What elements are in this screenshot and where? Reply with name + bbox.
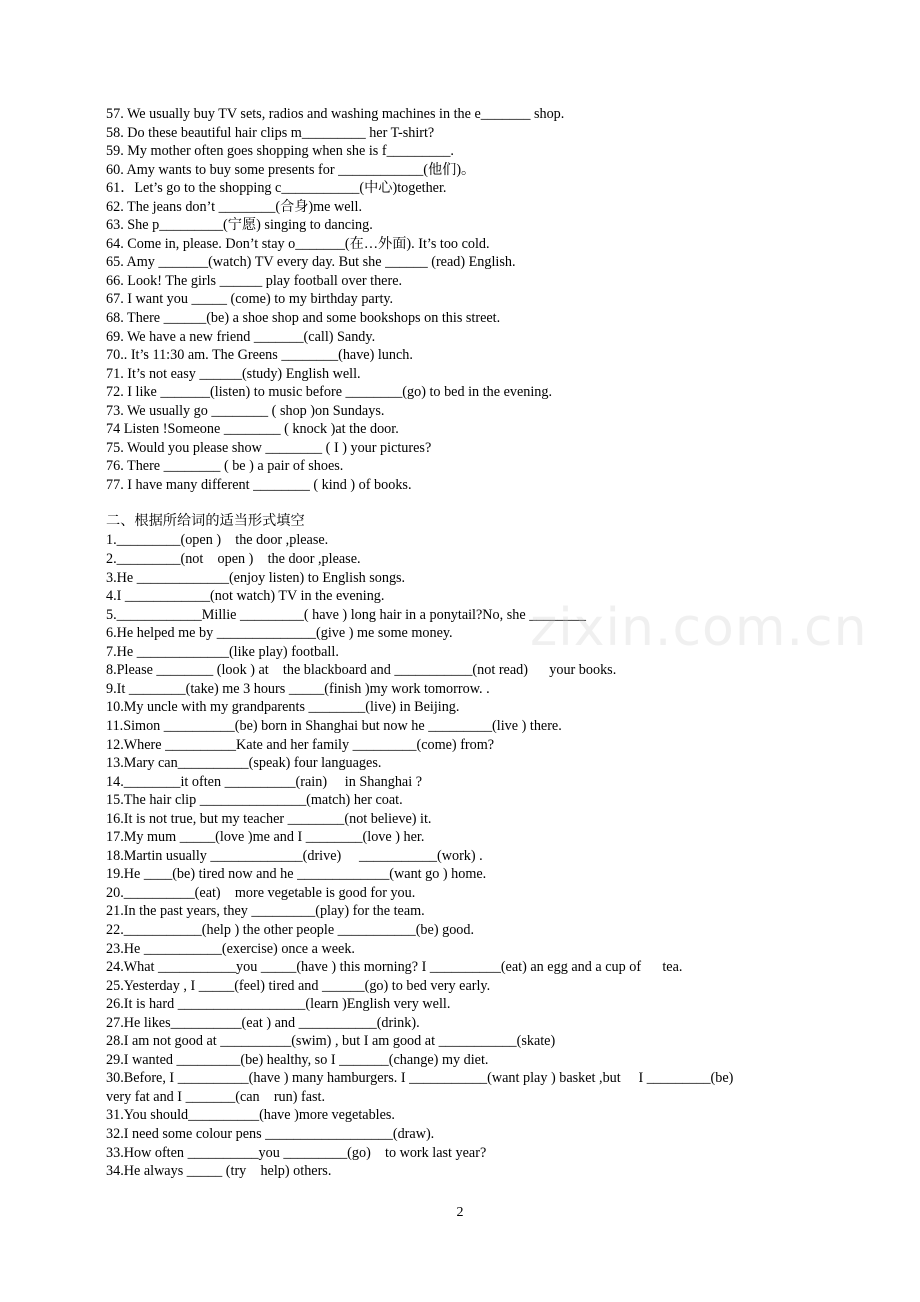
exercise-line: 18.Martin usually _____________(drive) ___________(work) .: [106, 847, 483, 864]
exercise-line: 7.He _____________(like play) football.: [106, 643, 339, 660]
watermark: zixin.com.cn: [530, 598, 868, 658]
section-heading: 二、根据所给词的适当形式填空: [106, 513, 305, 530]
exercise-line: 6.He helped me by ______________(give ) me some money.: [106, 625, 453, 642]
exercise-line: 17.My mum _____(love )me and I ________(love ) her.: [106, 829, 425, 846]
exercise-line: 68. There ______(be) a shoe shop and some bookshops on this street.: [106, 310, 501, 327]
exercise-line: 61．Let’s go to the shopping c___________(中心)together.: [106, 180, 447, 197]
exercise-line: 72. I like _______(listen) to music before ________(go) to bed in the evening.: [106, 384, 553, 401]
exercise-line: 14.________it often __________(rain) in Shanghai ?: [106, 773, 423, 790]
exercise-line: 13.Mary can__________(speak) four languages.: [106, 755, 382, 772]
exercise-line: 8.Please ________ (look ) at the blackboard and ___________(not read) your books.: [106, 662, 617, 679]
exercise-section-1: [106, 105, 826, 494]
exercise-line: 25.Yesterday , I _____(feel) tired and ______(go) to bed very early.: [106, 977, 491, 994]
exercise-line: 5.____________Millie _________( have ) long hair in a ponytail?No, she ________: [106, 606, 586, 623]
exercise-line: 31.You should__________(have )more vegetables.: [106, 1107, 395, 1124]
exercise-line: 57. We usually buy TV sets, radios and washing machines in the e_______ shop.: [106, 106, 565, 122]
exercise-line: 21.In the past years, they _________(play) for the team.: [106, 903, 425, 920]
exercise-line: 16.It is not true, but my teacher ________(not believe) it.: [106, 810, 432, 827]
exercise-line: 63. She p_________(宁愿) singing to dancing.: [106, 217, 373, 234]
exercise-line: 33.How often __________you _________(go) to work last year?: [106, 1144, 487, 1161]
exercise-line: 10.My uncle with my grandparents ________(live) in Beijing.: [106, 699, 460, 716]
exercise-line: 60. Amy wants to buy some presents for ____________(他们)。: [106, 161, 476, 178]
exercise-line: 9.It ________(take) me 3 hours _____(finish )my work tomorrow. .: [106, 680, 490, 697]
exercise-line: 66. Look! The girls ______ play football over there.: [106, 272, 403, 289]
exercise-line: 2._________(not open ) the door ,please.: [106, 551, 361, 568]
exercise-line: 67. I want you _____ (come) to my birthday party.: [106, 291, 394, 308]
exercise-line: 22.___________(help ) the other people ___________(be) good.: [106, 921, 475, 938]
exercise-line: 58. Do these beautiful hair clips m_________ her T-shirt?: [106, 124, 435, 141]
exercise-line: 24.What ___________you _____(have ) this morning? I __________(eat) an egg and a cup of tea.: [106, 959, 683, 976]
exercise-line: 75. Would you please show ________ ( I ) your pictures?: [106, 439, 432, 456]
exercise-line: 19.He ____(be) tired now and he _____________(want go ) home.: [106, 866, 487, 883]
exercise-line: 76. There ________ ( be ) a pair of shoes.: [106, 458, 344, 475]
exercise-line: 69. We have a new friend _______(call) Sandy.: [106, 328, 376, 345]
exercise-line: 29.I wanted _________(be) healthy, so I _______(change) my diet.: [106, 1051, 489, 1068]
exercise-line: 71. It’s not easy ______(study) English well.: [106, 365, 361, 382]
exercise-line: 34.He always _____ (try help) others.: [106, 1163, 332, 1180]
exercise-line: 12.Where __________Kate and her family _________(come) from?: [106, 736, 495, 753]
exercise-line: 59. My mother often goes shopping when she is f_________.: [106, 143, 454, 160]
exercise-line: 28.I am not good at __________(swim) , but I am good at ___________(skate): [106, 1033, 556, 1050]
exercise-line: 73. We usually go ________ ( shop )on Sundays.: [106, 402, 385, 419]
exercise-line: 3.He _____________(enjoy listen) to English songs.: [106, 569, 406, 586]
exercise-line: 30.Before, I __________(have ) many hamburgers. I ___________(want play ) basket ,but I _________(be): [106, 1070, 734, 1087]
exercise-line: 65. Amy _______(watch) TV every day. But she ______ (read) English.: [106, 254, 516, 271]
exercise-line: 64. Come in, please. Don’t stay o_______(在…外面). It’s too cold.: [106, 235, 490, 252]
exercise-line: 1._________(open ) the door ,please.: [106, 532, 329, 549]
exercise-line: 20.__________(eat) more vegetable is good for you.: [106, 884, 416, 901]
exercise-line: 74 Listen !Someone ________ ( knock )at the door.: [106, 421, 399, 438]
exercise-line: 32.I need some colour pens __________________(draw).: [106, 1125, 435, 1142]
exercise-line: 11.Simon __________(be) born in Shanghai but now he _________(live ) there.: [106, 717, 562, 734]
exercise-line: 4.I ____________(not watch) TV in the evening.: [106, 588, 385, 605]
exercise-line: very fat and I _______(can run) fast.: [106, 1088, 326, 1105]
exercise-line: 26.It is hard __________________(learn )English very well.: [106, 996, 451, 1013]
exercise-line: 62. The jeans don’t ________(合身)me well.: [106, 198, 362, 215]
page-number: 2: [456, 1205, 464, 1220]
exercise-line: 77. I have many different ________ ( kind ) of books.: [106, 476, 412, 493]
exercise-line: 70.. It’s 11:30 am. The Greens ________(have) lunch.: [106, 347, 413, 364]
exercise-line: 27.He likes__________(eat ) and ___________(drink).: [106, 1014, 420, 1031]
exercise-line: 15.The hair clip _______________(match) her coat.: [106, 792, 403, 809]
exercise-line: 23.He ___________(exercise) once a week.: [106, 940, 355, 957]
section-gap: [106, 494, 826, 512]
